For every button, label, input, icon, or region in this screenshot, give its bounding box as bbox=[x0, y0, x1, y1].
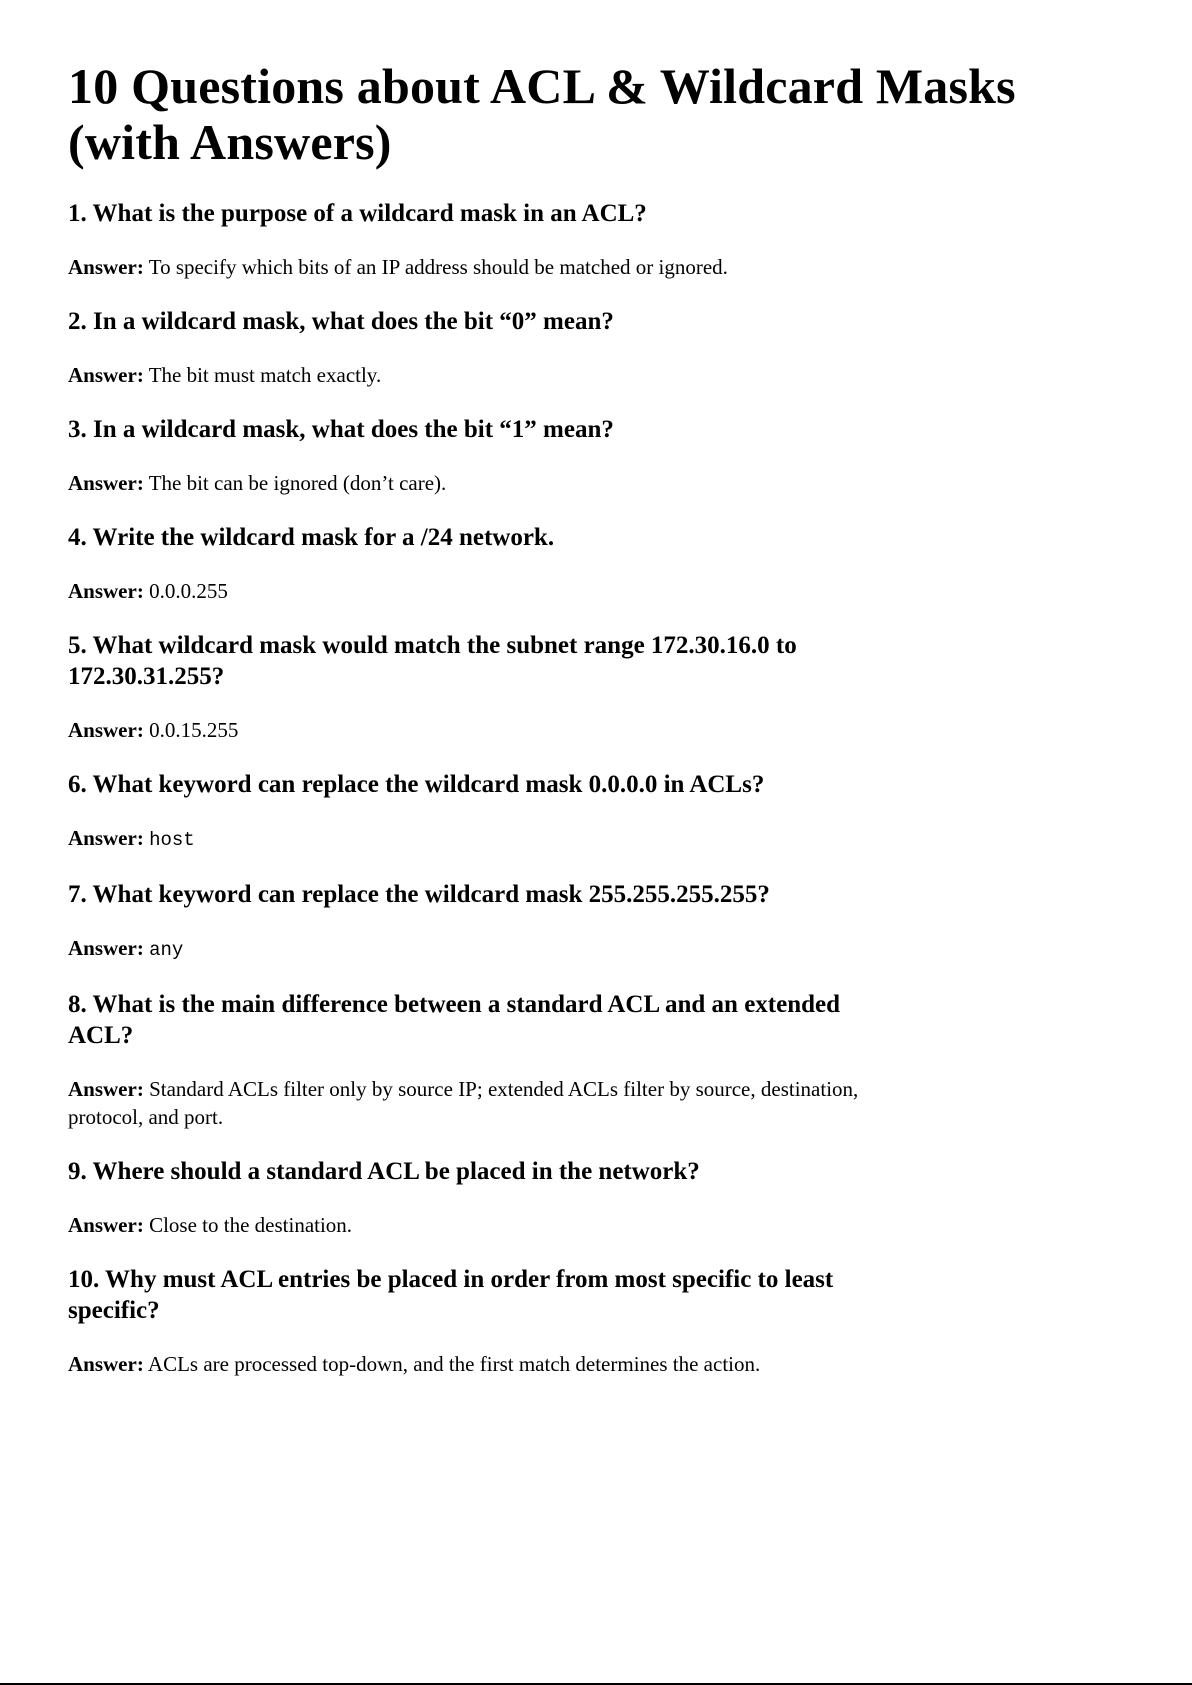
answer-label: Answer: bbox=[68, 255, 144, 279]
answer-10 bbox=[68, 1350, 1128, 1378]
qa-item-9 bbox=[68, 1156, 1128, 1239]
qa-item-10 bbox=[68, 1264, 1128, 1378]
answer-5-text: 0.0.15.255 bbox=[149, 718, 239, 742]
answer-2 bbox=[68, 361, 1128, 389]
answer-8 bbox=[68, 1075, 1128, 1131]
answer-label: Answer: bbox=[68, 1077, 144, 1101]
answer-6 bbox=[68, 824, 1128, 854]
answer-7 bbox=[68, 934, 1128, 964]
question-5 bbox=[68, 630, 1128, 692]
question-8-text-line-2: ACL? bbox=[68, 1022, 134, 1049]
question-3 bbox=[68, 414, 1128, 445]
question-6-text: 6. What keyword can replace the wildcard mask 0.0.0.0 in ACLs? bbox=[68, 771, 765, 798]
answer-4-text: 0.0.0.255 bbox=[149, 579, 228, 603]
answer-10-text: ACLs are processed top-down, and the first match determines the action. bbox=[147, 1352, 761, 1376]
question-7-text: 7. What keyword can replace the wildcard mask 255.255.255.255? bbox=[68, 881, 770, 908]
question-1-text: 1. What is the purpose of a wildcard mask in an ACL? bbox=[68, 200, 647, 227]
answer-1 bbox=[68, 253, 1128, 281]
answer-3-text: The bit can be ignored (don’t care). bbox=[148, 471, 447, 495]
question-4 bbox=[68, 522, 1128, 553]
page-title-line-1: 10 Questions about ACL & Wildcard Masks bbox=[68, 58, 1016, 114]
qa-item-8 bbox=[68, 989, 1128, 1131]
answer-label: Answer: bbox=[68, 718, 144, 742]
answer-label: Answer: bbox=[68, 471, 144, 495]
page-title bbox=[68, 58, 1128, 170]
qa-item-7 bbox=[68, 879, 1128, 964]
question-10 bbox=[68, 1264, 1128, 1326]
answer-7-code: any bbox=[149, 939, 184, 961]
answer-label: Answer: bbox=[68, 1213, 144, 1237]
answer-5 bbox=[68, 716, 1128, 744]
qa-item-4 bbox=[68, 522, 1128, 605]
question-4-text: 4. Write the wildcard mask for a /24 network. bbox=[68, 524, 555, 551]
question-7 bbox=[68, 879, 1128, 910]
question-1 bbox=[68, 198, 1128, 229]
question-2-text: 2. In a wildcard mask, what does the bit “0” mean? bbox=[68, 308, 614, 335]
answer-label: Answer: bbox=[68, 363, 144, 387]
question-9 bbox=[68, 1156, 1128, 1187]
answer-8-text-line-2: protocol, and port. bbox=[68, 1105, 224, 1129]
answer-label: Answer: bbox=[68, 936, 144, 960]
question-2 bbox=[68, 306, 1128, 337]
question-5-text-line-1: 5. What wildcard mask would match the subnet range 172.30.16.0 to bbox=[68, 632, 797, 659]
answer-4 bbox=[68, 577, 1128, 605]
question-3-text: 3. In a wildcard mask, what does the bit “1” mean? bbox=[68, 416, 614, 443]
question-10-text-line-2: specific? bbox=[68, 1297, 160, 1324]
qa-item-2 bbox=[68, 306, 1128, 389]
question-6 bbox=[68, 769, 1128, 800]
answer-9-text: Close to the destination. bbox=[149, 1213, 353, 1237]
answer-3 bbox=[68, 469, 1128, 497]
answer-1-text: To specify which bits of an IP address should be matched or ignored. bbox=[148, 255, 728, 279]
answer-6-code: host bbox=[149, 829, 195, 851]
answer-9 bbox=[68, 1211, 1128, 1239]
qa-item-6 bbox=[68, 769, 1128, 854]
answer-label: Answer: bbox=[68, 826, 144, 850]
qa-item-1 bbox=[68, 198, 1128, 281]
answer-8-text-line-1: Standard ACLs filter only by source IP; extended ACLs filter by source, destination, bbox=[149, 1077, 859, 1101]
document-page bbox=[68, 58, 1128, 1378]
question-5-text-line-2: 172.30.31.255? bbox=[68, 663, 225, 690]
qa-item-3 bbox=[68, 414, 1128, 497]
question-9-text: 9. Where should a standard ACL be placed in the network? bbox=[68, 1158, 700, 1185]
qa-list bbox=[68, 198, 1128, 1378]
question-8-text-line-1: 8. What is the main difference between a standard ACL and an extended bbox=[68, 991, 841, 1018]
qa-item-5 bbox=[68, 630, 1128, 744]
answer-2-text: The bit must match exactly. bbox=[148, 363, 382, 387]
answer-label: Answer: bbox=[68, 1352, 144, 1376]
answer-label: Answer: bbox=[68, 579, 144, 603]
question-10-text-line-1: 10. Why must ACL entries be placed in order from most specific to least bbox=[68, 1266, 834, 1293]
question-8 bbox=[68, 989, 1128, 1051]
page-title-line-2: (with Answers) bbox=[68, 114, 392, 170]
